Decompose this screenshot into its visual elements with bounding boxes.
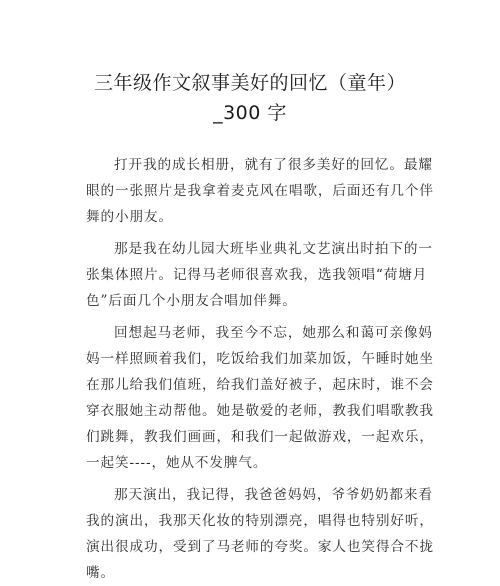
paragraph-1 — [86, 152, 434, 230]
paragraph-line: 色”后面几个小朋友合唱加伴舞。 — [86, 293, 297, 309]
paragraph-line: 妈一样照顾着我们，吃饭给我们加菜加饭，午睡时她坐 — [86, 351, 434, 367]
paragraph-line: 我的演出，我那天化妆的特别漂亮，唱得也特别好听， — [86, 513, 434, 529]
document-title-line-1: 三年级作文叙事美好的回忆（童年） — [93, 72, 406, 94]
paragraph-line: 眼的一张照片是我拿着麦克风在唱歌，后面还有几个伴 — [86, 183, 434, 199]
paragraph-line: 回想起马老师，我至今不忘，她那么和蔼可亲像妈 — [114, 325, 433, 341]
paragraph-line: 演出很成功，受到了马老师的夸奖。家人也笑得合不拢 — [86, 539, 434, 555]
paragraph-4 — [86, 482, 434, 586]
paragraph-line: 那是我在幼儿园大班毕业典礼文艺演出时拍下的一 — [114, 241, 433, 257]
paragraph-line: 们跳舞，教我们画画，和我们一起做游戏，一起欢乐， — [86, 429, 434, 445]
paragraph-line: 一起笑----，她从不发脾气。 — [86, 455, 268, 471]
paragraph-2 — [86, 236, 433, 314]
paragraph-line: 在那儿给我们值班，给我们盖好被子，起床时，谁不会 — [86, 377, 434, 393]
paragraph-3 — [86, 320, 434, 476]
paragraph-line: 穿衣服她主动帮他。她是敬爱的老师，教我们唱歌教我 — [86, 403, 434, 419]
paragraph-line: 那天演出，我记得，我爸爸妈妈，爷爷奶奶都来看 — [114, 487, 433, 503]
paragraph-line: 打开我的成长相册，就有了很多美好的回忆。最耀 — [114, 157, 433, 173]
document-body — [86, 152, 434, 586]
paragraph-line: 舞的小朋友。 — [86, 209, 173, 225]
document-title-line-2: _300 字 — [213, 102, 287, 124]
paragraph-line: 嘴。 — [86, 565, 115, 581]
paragraph-line: 张集体照片。记得马老师很喜欢我，选我领唱“荷塘月 — [86, 267, 428, 283]
